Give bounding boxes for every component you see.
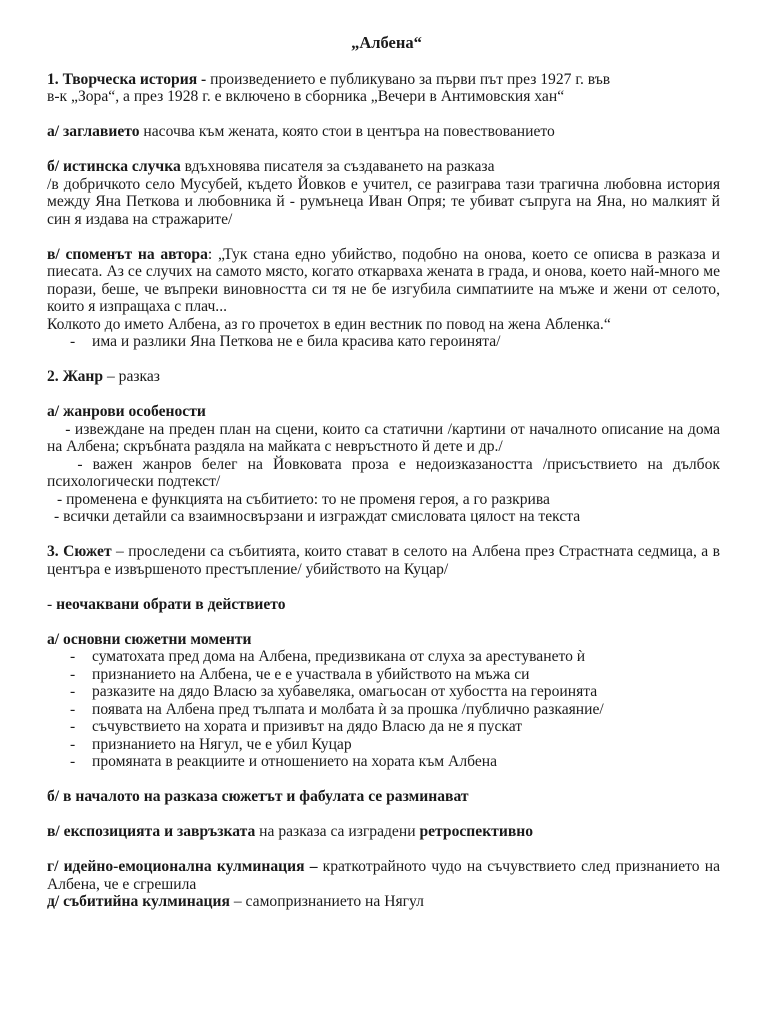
list-item: - разказите на дядо Власю за хубавеляка, омагьосан от хубостта на героинята: [47, 683, 720, 701]
section-heading: 3. Сюжет: [47, 543, 112, 560]
list-item: - признанието на Албена, че е е участвала в убийството на мъжа си: [47, 666, 720, 684]
paragraph-text: – разказ: [103, 368, 160, 385]
subsection-author-memory: [47, 246, 720, 316]
page-title: „Албена“: [351, 33, 422, 52]
list-item: - промяната в реакциите и отношението на хората към Албена: [47, 753, 720, 771]
emphasis-text: ретроспективно: [419, 823, 534, 840]
subsection-title: [47, 123, 720, 141]
subsection-heading: б/ в началото на разказа сюжетът и фабулата се разминават: [47, 788, 469, 805]
subsection-true-story: [47, 158, 720, 176]
section-creative-history: [47, 71, 720, 89]
subsection-heading: б/ истинска случка: [47, 158, 181, 175]
subsection-heading: в/ експозицията и завръзката: [47, 823, 256, 840]
paragraph-text: вдъхновява писателя за създаването на разказа: [180, 158, 495, 175]
list-item: - суматохата пред дома на Албена, предизвикана от слуха за арестуването ѝ: [47, 648, 720, 666]
subsection-event-climax: [47, 893, 720, 911]
paragraph-text: Колкото до името Албена, аз го прочетох в един вестник по повод на жена Абленка.“: [47, 315, 611, 333]
subsection-heading: а/ заглавието: [47, 123, 140, 140]
paragraph-text: : „Тук стана едно убийство, подобно на онова, което се описва в разказа и пиесата. Аз се случих на самото място, когато откарваха жената в града, и онова, което най-много ме порази, беше, че въпреки виновността си тя не бе изгубила симпатиите на мъже и жени от селото, които я изпращаха с плач...: [47, 245, 720, 315]
paragraph-text: на разказа са изградени: [255, 823, 420, 840]
subsection-heading: неочаквани обрати в действието: [56, 595, 286, 613]
subsection-heading: в/ спомeнът на автора: [47, 245, 208, 263]
subsection-heading: а/ жанрови особености: [47, 403, 206, 420]
subsection-plot-fabula: [47, 788, 720, 806]
list-item: - има и разлики Яна Петкова не е била красива като героинята/: [47, 333, 720, 351]
paragraph-text: произведението е публикувано за първи път през 1927 г. във: [210, 70, 611, 88]
subsection-ideological-climax: [47, 858, 720, 893]
dash-marker: -: [47, 595, 57, 613]
unexpected-turns: [47, 596, 720, 614]
section-plot: [47, 543, 720, 578]
paragraph-text: - извеждане на преден план на сцени, които са статични /картини от началното описание на дома на Албена; скръбната раздяла на майката с невръстното й дете и др./: [47, 420, 724, 455]
list-item: - признанието на Нягул, че е убил Куцар: [47, 736, 720, 754]
list-item: - появата на Албена пред тълпата и молбата ѝ за прошка /публично разкаяние/: [47, 701, 720, 719]
paragraph-text: – проследени са събитията, които стават в селото на Албена през Страстната седмица, а в центъра е извършеното престъпление/ убийството на Куцар/: [47, 543, 720, 578]
paragraph-text: - всички детайли са взаимносвързани и изграждат смисловата цялост на текста: [54, 508, 581, 525]
paragraph-text: насочва към жената, която стои в центъра на повествованието: [139, 123, 555, 140]
paragraph-text: /в добричкото село Мусубей, където Йовков е учител, се разиграва тази трагична любовна история между Яна Петкова и любовника й - румънеца Иван Опря; те убиват съпруга на Яна, но малкият й син я издава на стражарите/: [47, 175, 720, 228]
subsection-heading: г/ идейно-емоционална кулминация –: [47, 858, 323, 875]
subsection-exposition: [47, 823, 720, 841]
paragraph-text: – самопризнанието на Нягул: [229, 893, 424, 910]
subsection-genre-features: [47, 403, 720, 421]
section-heading: 1. Творческа история -: [47, 70, 211, 88]
dash-list: [47, 333, 720, 351]
paragraph-text: краткотрайното чудо на съчувствието след признанието на Албена, че е сгрешила: [47, 858, 720, 893]
paragraph-text: - важен жанров белег на Йовковата проза е недоизказаността /присъствието на дълбок психологически подтекст/: [47, 455, 724, 490]
section-genre: [47, 368, 720, 386]
subsection-heading: д/ събитийна кулминация: [47, 893, 230, 910]
section-heading: 2. Жанр: [47, 368, 104, 385]
paragraph-text: - променена е функцията на събитието: то не променя героя, а го разкрива: [57, 490, 550, 508]
paragraph-text: в-к „Зора“, а през 1928 г. е включено в сборника „Вечери в Антимовския хан“: [47, 88, 565, 105]
list-item: - съчувствието на хората и призивът на дядо Власю да не я пускат: [47, 718, 720, 736]
subsection-plot-moments: [47, 631, 720, 649]
subsection-heading: а/ основни сюжетни моменти: [47, 630, 252, 648]
plot-moments-list: [47, 648, 720, 771]
